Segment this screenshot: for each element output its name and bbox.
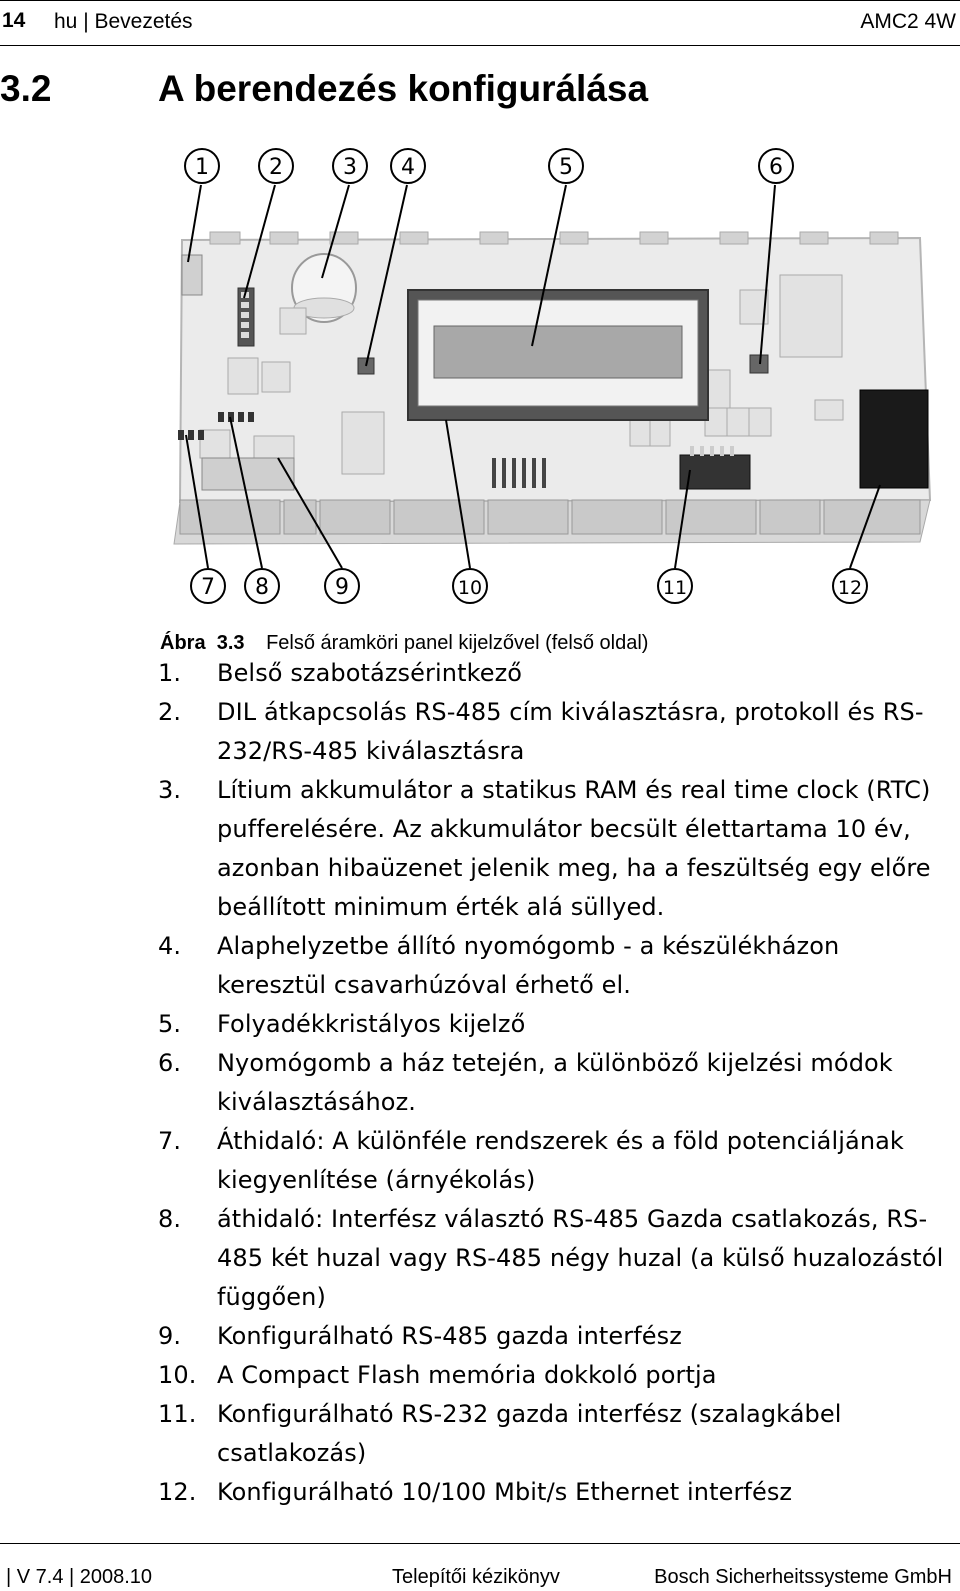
board-illustration — [174, 232, 930, 544]
callout-2 — [259, 149, 293, 183]
list-item: 11. Konfigurálható RS-232 gazda interfész (szalagkábel csatlakozás) — [158, 1400, 842, 1467]
caption-label: Ábra — [160, 632, 206, 654]
component-list — [158, 654, 948, 1512]
callout-7 — [191, 569, 225, 603]
svg-text:4: 4 — [401, 155, 415, 180]
svg-text:1: 1 — [195, 155, 209, 180]
list-item: 6. Nyomógomb a ház tetején, a különböző kijelzési módok kiválasztásához. — [158, 1049, 893, 1116]
svg-text:12: 12 — [837, 577, 863, 599]
list-item: 12. Konfigurálható 10/100 Mbit/s Ethernet interfész — [158, 1478, 793, 1506]
footer-version: | V 7.4 | 2008.10 — [6, 1566, 153, 1588]
callout-1 — [185, 149, 219, 183]
section-heading: A berendezés konfigurálása — [158, 68, 649, 109]
callout-4 — [391, 149, 425, 183]
footer-doc-type: Telepítői kézikönyv — [392, 1566, 560, 1588]
svg-text:9: 9 — [335, 575, 349, 600]
svg-text:6: 6 — [769, 155, 783, 180]
document-name: AMC2 4W — [860, 10, 956, 33]
svg-text:7: 7 — [201, 575, 215, 600]
list-item: 1. Belső szabotázsérintkező — [158, 659, 523, 687]
callout-5 — [549, 149, 583, 183]
callout-11 — [658, 569, 692, 603]
list-item: 4. Alaphelyzetbe állító nyomógomb - a készülékházon keresztül csavarhúzóval érhető el. — [158, 932, 840, 999]
caption-text: Felső áramköri panel kijelzővel (felső oldal) — [266, 632, 649, 654]
list-item: 8. áthidaló: Interfész választó RS-485 Gazda csatlakozás, RS-485 két huzal vagy RS-485 négy huzal (a külső huzalozástól függően) — [158, 1205, 944, 1311]
svg-text:3: 3 — [343, 155, 357, 180]
callout-6 — [759, 149, 793, 183]
list-item: 3. Lítium akkumulátor a statikus RAM és real time clock (RTC) pufferelésére. Az akkumulátor becsült élettartama 10 év, azonban hibaüzenet jelenik meg, ha a feszültség egy előre beállított minimum érték alá süllyed. — [158, 776, 931, 921]
callout-3 — [333, 149, 367, 183]
svg-text:11: 11 — [662, 577, 688, 599]
svg-text:10: 10 — [457, 577, 483, 599]
svg-text:8: 8 — [255, 575, 269, 600]
list-item: 2. DIL átkapcsolás RS-485 cím kiválasztásra, protokoll és RS-232/RS-485 kiválasztásra — [158, 698, 924, 765]
list-item: 5. Folyadékkristályos kijelző — [158, 1010, 526, 1038]
page-header — [0, 0, 960, 46]
circuit-board-figure — [160, 140, 960, 618]
figure-caption — [160, 632, 648, 655]
list-item: 7. Áthidaló: A különféle rendszerek és a föld potenciáljának kiegyenlítése (árnyékolás) — [158, 1127, 904, 1194]
svg-text:2: 2 — [269, 155, 283, 180]
list-item: 10. A Compact Flash memória dokkoló portja — [158, 1361, 717, 1389]
callout-10 — [453, 569, 487, 603]
callout-12 — [833, 569, 867, 603]
section-number: 3.2 — [0, 68, 52, 109]
list-item: 9. Konfigurálható RS-485 gazda interfész — [158, 1322, 682, 1350]
callout-8 — [245, 569, 279, 603]
page-number: 14 — [2, 9, 26, 32]
caption-number: 3.3 — [216, 632, 245, 654]
callout-9 — [325, 569, 359, 603]
section-label: hu | Bevezetés — [54, 10, 193, 33]
footer-company: Bosch Sicherheitssysteme GmbH — [654, 1566, 952, 1588]
svg-text:5: 5 — [559, 155, 573, 180]
page-footer — [0, 1543, 960, 1591]
